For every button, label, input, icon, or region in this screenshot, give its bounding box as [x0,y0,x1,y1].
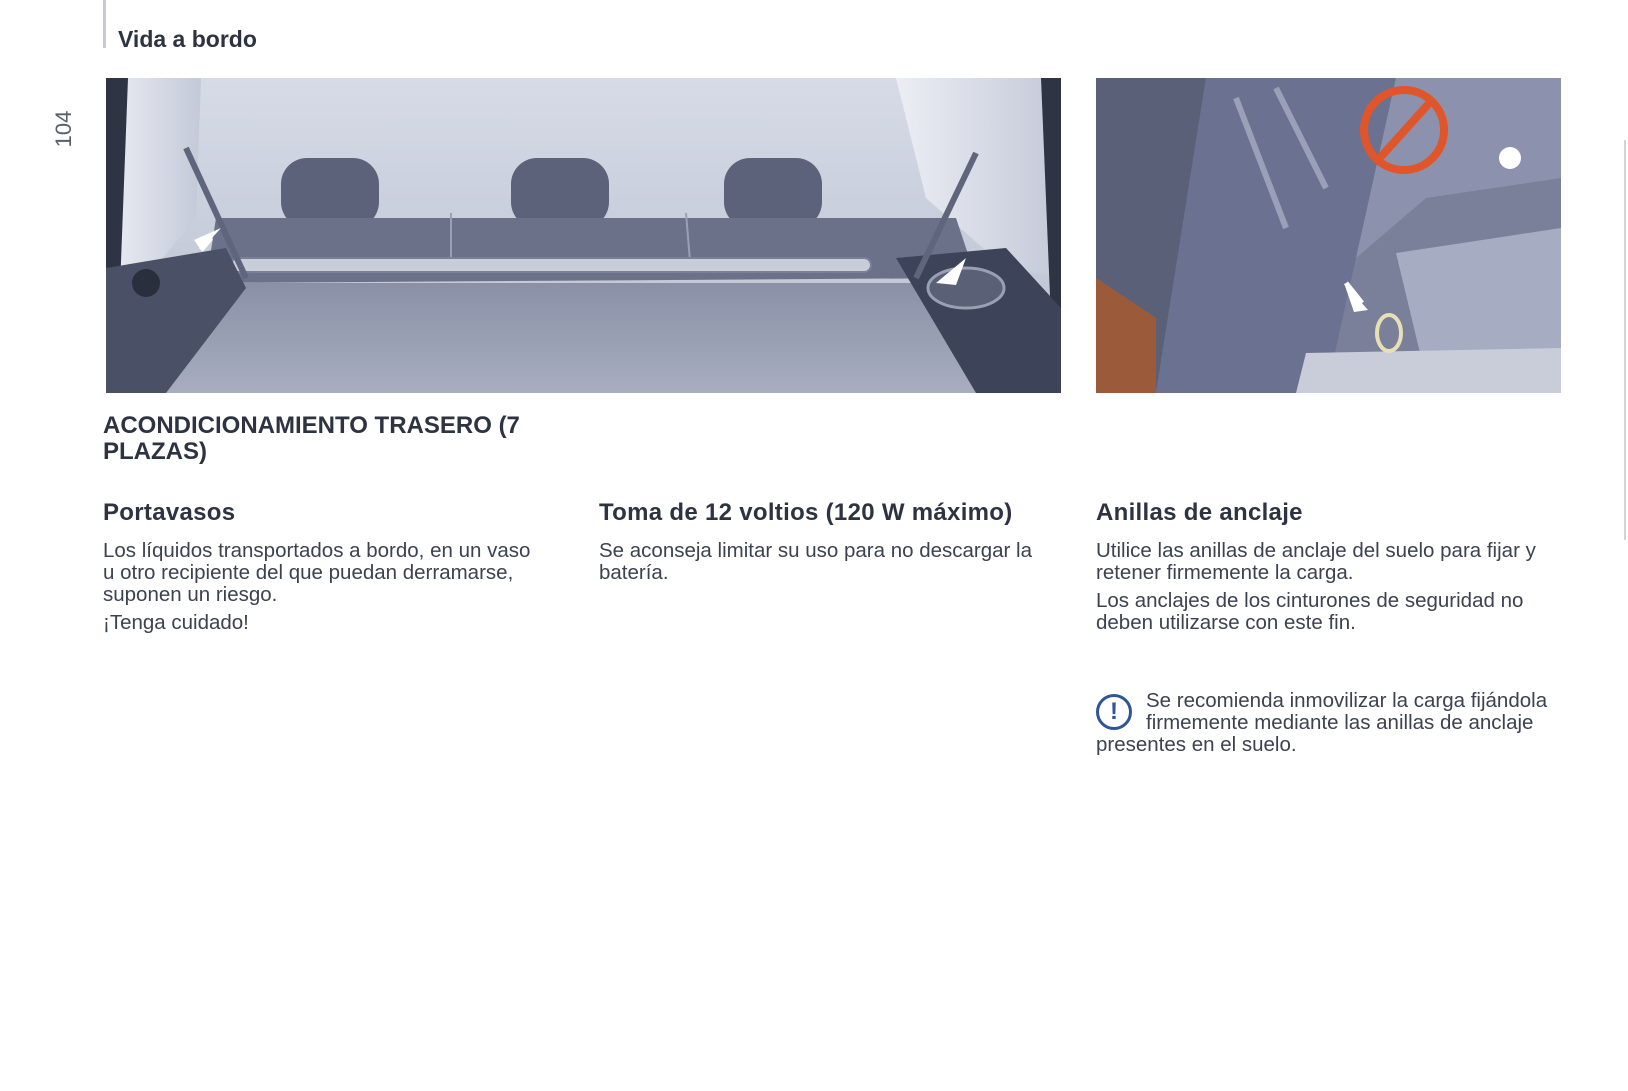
paragraph: Utilice las anillas de anclaje del suelo para fijar y retener firmemente la carga. [1096,539,1536,584]
rear-cargo-illustration [106,78,1061,393]
exclamation-icon: ! [1096,694,1132,730]
page-header-title: Vida a bordo [118,26,257,52]
column-portavasos [103,500,543,640]
paragraph: ¡Tenga cuidado! [103,611,249,634]
heading-toma: Toma de 12 voltios (120 W máximo) [599,499,1013,526]
anchoring-ring-illustration [1096,78,1561,393]
heading-portavasos: Portavasos [103,499,236,526]
header-rule [103,0,106,48]
paragraph: Se aconseja limitar su uso para no descargar la batería. [599,539,1033,584]
page-number: 104 [51,110,76,148]
section-title: ACONDICIONAMIENTO TRASERO (7 PLAZAS) [103,412,520,465]
heading-anillas: Anillas de anclaje [1096,499,1303,526]
paragraph: Los líquidos transportados a bordo, en un vaso u otro recipiente del que puedan derramarse, suponen un riesgo. [103,539,531,606]
note-text: Se recomienda inmovilizar la carga fijándola firmemente mediante las anillas de anclaje presentes en el suelo. [1096,689,1548,756]
page-edge-marker [1624,140,1626,540]
warning-note [1096,690,1566,756]
column-anillas [1096,500,1566,640]
paragraph: Los anclajes de los cinturones de seguridad no deben utilizarse con este fin. [1096,589,1524,634]
column-toma [599,500,1039,590]
